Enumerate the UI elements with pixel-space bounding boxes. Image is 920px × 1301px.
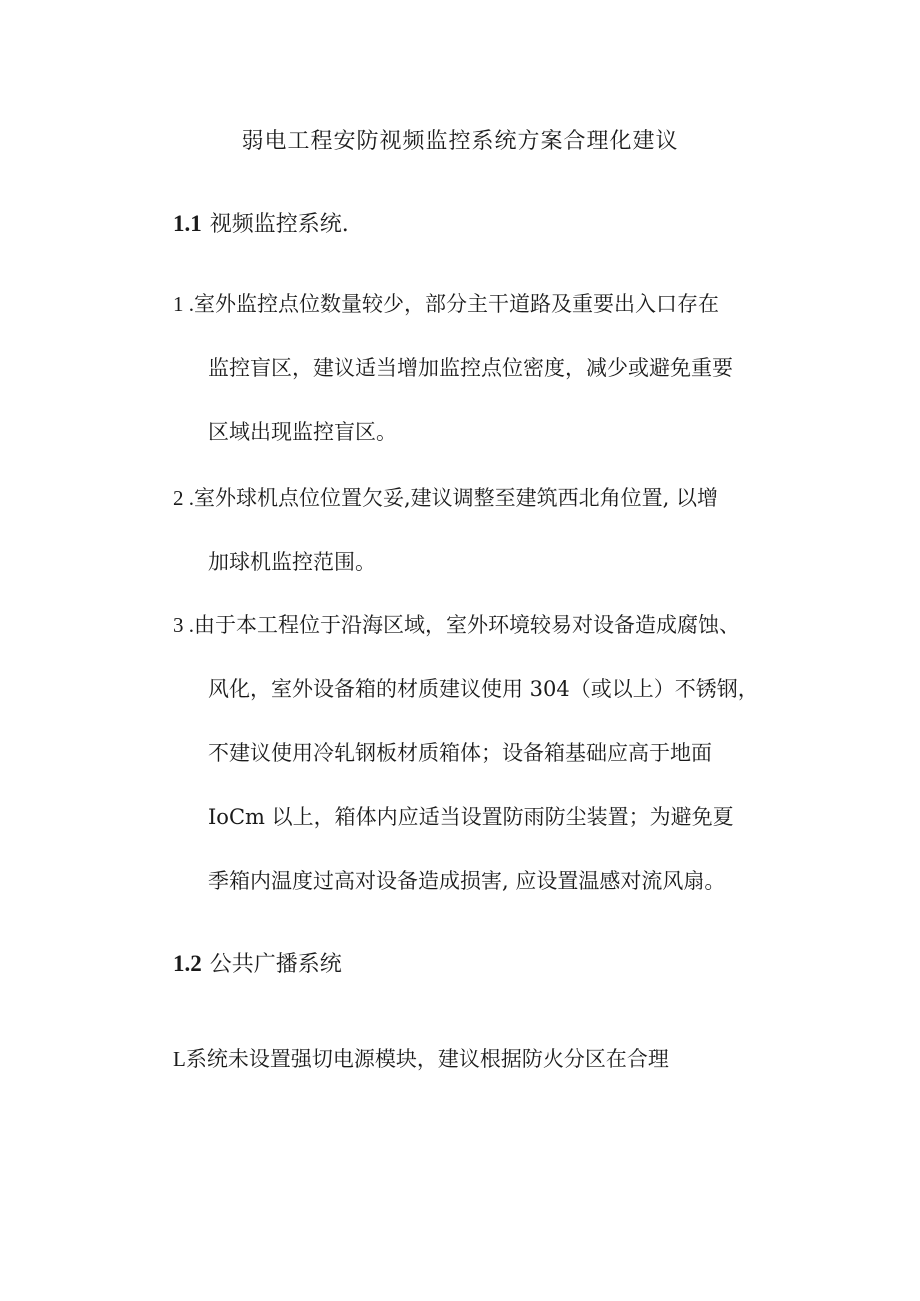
section-title: 视频监控系统. xyxy=(209,212,349,237)
list-item-line: 加球机监控范围。 xyxy=(208,550,376,574)
list-item-line xyxy=(173,1041,793,1105)
section-title: 公共广播系统 xyxy=(209,952,342,977)
list-item-line: 监控盲区，建议适当增加监控点位密度，减少或避免重要 xyxy=(208,356,733,380)
section-number: 1.2 xyxy=(173,951,202,976)
list-item-marker: 2 . xyxy=(173,486,194,510)
list-item-marker: 1 . xyxy=(173,292,194,316)
list-item-marker: L xyxy=(173,1047,186,1071)
list-item-2 xyxy=(173,480,793,608)
list-item-text: 由于本工程位于沿海区域，室外环境较易对设备造成腐蚀、 xyxy=(194,613,740,637)
list-item-line xyxy=(173,286,793,350)
list-item-marker: 3 . xyxy=(173,613,194,637)
list-item-text: 室外球机点位位置欠妥,建议调整至建筑西北角位置, 以增 xyxy=(194,486,719,510)
section-heading-1-2 xyxy=(173,946,342,983)
list-item-3 xyxy=(173,607,793,927)
list-item-line: IoCm 以上，箱体内应适当设置防雨防尘装置；为避免夏 xyxy=(208,805,734,829)
list-item-1 xyxy=(173,286,793,478)
section-heading-1-1 xyxy=(173,206,349,243)
list-item-line: 不建议使用冷轧钢板材质箱体；设备箱基础应高于地面 xyxy=(208,741,712,765)
list-item-line xyxy=(173,607,793,671)
section-number: 1.1 xyxy=(173,211,202,236)
document-title: 弱电工程安防视频监控系统方案合理化建议 xyxy=(241,129,679,154)
list-item-text: 系统未设置强切电源模块，建议根据防火分区在合理 xyxy=(185,1047,669,1071)
list-item-text: 室外监控点位数量较少，部分主干道路及重要出入口存在 xyxy=(194,292,719,316)
list-item-line: 风化，室外设备箱的材质建议使用 304（或以上）不锈钢， xyxy=(208,677,759,701)
list-item-line xyxy=(173,480,793,544)
list-item-line: 区域出现监控盲区。 xyxy=(208,420,397,444)
list-item-line: 季箱内温度过高对设备造成损害, 应设置温感对流风扇。 xyxy=(208,869,726,893)
list-item-4 xyxy=(173,1041,793,1105)
